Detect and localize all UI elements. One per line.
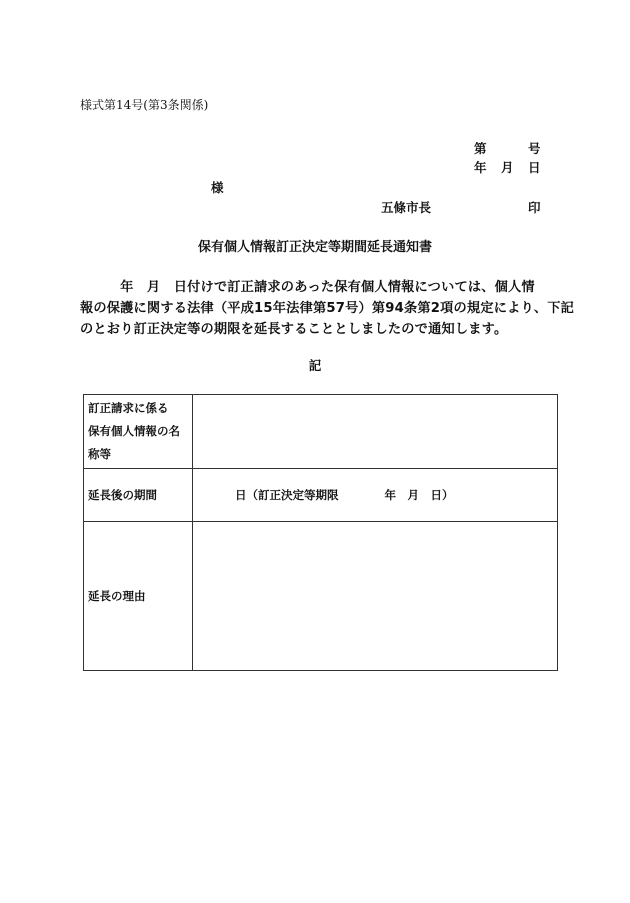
record-table <box>83 394 558 671</box>
date-day: 日 <box>528 160 541 175</box>
row-label-line: 訂正請求に係る <box>88 401 169 415</box>
recipient-suffix: 様 <box>211 180 224 195</box>
document-number-dai: 第 <box>474 141 487 156</box>
row-label-reason: 延長の理由 <box>84 522 193 671</box>
period-deadline-date: 年 月 日） <box>384 488 454 502</box>
row-label-target-info <box>84 395 193 469</box>
body-line-2: 報の保護に関する法律（平成15年法律第57号）第94条第2項の規定により、下記 <box>80 301 575 316</box>
table-row <box>84 522 558 671</box>
sender-name: 五條市長 <box>381 200 432 215</box>
table-row <box>84 395 558 469</box>
document-number-go: 号 <box>528 141 541 156</box>
reason-cell[interactable] <box>193 522 558 671</box>
body-line-1: 年 月 日付けで訂正請求のあった保有個人情報については、個人情 <box>80 280 535 295</box>
extended-period-cell[interactable] <box>193 469 558 522</box>
ki-heading: 記 <box>308 358 322 373</box>
date-year: 年 <box>474 160 487 175</box>
row-label-line: 保有個人情報の名 <box>88 424 180 438</box>
period-day-text: 日（訂正決定等期限 <box>235 488 339 502</box>
document-title: 保有個人情報訂正決定等期間延長通知書 <box>197 240 432 255</box>
table-row <box>84 469 558 522</box>
row-label-extended-period: 延長後の期間 <box>84 469 193 522</box>
row-label-line: 称等 <box>88 447 111 461</box>
target-info-cell[interactable] <box>193 395 558 469</box>
date-month: 月 <box>501 160 514 175</box>
seal-mark: 印 <box>528 200 541 215</box>
body-line-3: のとおり訂正決定等の期限を延長することとしましたので通知します。 <box>80 322 508 337</box>
form-number: 様式第14号(第3条関係) <box>80 98 209 112</box>
